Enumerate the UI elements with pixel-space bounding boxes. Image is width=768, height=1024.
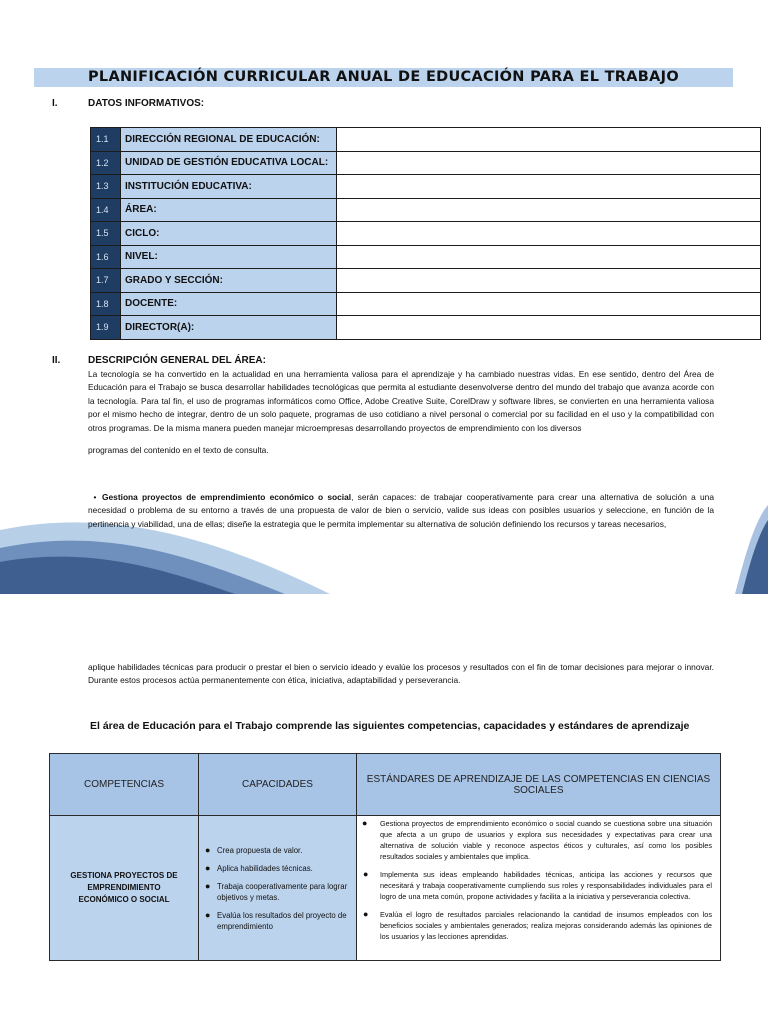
table-row (91, 245, 761, 269)
capacidad-text: Crea propuesta de valor. (217, 845, 303, 855)
row-label: DOCENTE: (121, 292, 337, 316)
row-label: NIVEL: (121, 245, 337, 269)
section-2-number: II. (52, 355, 61, 366)
list-item (363, 869, 712, 902)
estandar-text: Implementa sus ideas empleando habilidades técnicas, anticipa las acciones y recursos que necesitará y trabaja cooperativamente cumpliendo sus roles y responsabilidades individuales para el logro de una meta común, propone actividades y facilita a la iniciativa y perseverancia colectiva. (380, 870, 712, 901)
row-number: 1.5 (91, 222, 121, 246)
table-row (91, 292, 761, 316)
list-item (205, 863, 350, 874)
row-label: DIRECCIÓN REGIONAL DE EDUCACIÓN: (121, 128, 337, 152)
row-label: GRADO Y SECCIÓN: (121, 269, 337, 293)
row-number: 1.2 (91, 151, 121, 175)
column-header-competencias: COMPETENCIAS (50, 754, 199, 816)
row-label: ÁREA: (121, 198, 337, 222)
table-row (91, 128, 761, 152)
list-item (363, 909, 712, 942)
row-number: 1.7 (91, 269, 121, 293)
table-row (91, 222, 761, 246)
datos-informativos-table (90, 127, 761, 340)
list-item (205, 910, 350, 932)
bullet-icon: ● (205, 909, 211, 920)
row-number: 1.9 (91, 316, 121, 340)
row-value (337, 222, 761, 246)
competencia-bullet-paragraph (88, 491, 714, 531)
row-number: 1.3 (91, 175, 121, 199)
bullet-marker: • (93, 492, 97, 502)
competencias-heading: El área de Educación para el Trabajo comprende las siguientes competencias, capacidades y estándares de aprendizaje (90, 720, 690, 732)
competencia-description-continued: aplique habilidades técnicas para producir o prestar el bien o servicio ideado y evalúe los procesos y resultados con el fin de tomar decisiones para mejorar o innovar. Durante estos procesos actúa permanentemente con ética, iniciativa, adaptabilidad y perseverancia. (88, 662, 714, 686)
list-item (363, 818, 712, 862)
row-label: CICLO: (121, 222, 337, 246)
document-title: PLANIFICACIÓN CURRICULAR ANUAL DE EDUCACIÓN PARA EL TRABAJO (34, 68, 733, 87)
bullet-icon: ● (205, 862, 211, 873)
estandar-text: Gestiona proyectos de emprendimiento económico o social cuando se cuestiona sobre una situación que afecta a un grupo de usuarios y explora sus necesidades y expectativas para crear una alternativa de solución viable y reconoce aspectos éticos y culturales, así como los posibles resultados sociales y ambientales que implica. (380, 819, 712, 861)
column-header-estandares: ESTÁNDARES DE APRENDIZAJE DE LAS COMPETENCIAS EN CIENCIAS SOCIALES (357, 754, 721, 816)
competencias-table (49, 753, 721, 961)
competencia-name: Gestiona proyectos de emprendimiento económico o social (102, 492, 352, 502)
section-1-heading: DATOS INFORMATIVOS: (88, 98, 205, 109)
section-1-number: I. (52, 98, 58, 109)
table-row (91, 269, 761, 293)
bullet-icon: ● (205, 880, 211, 891)
capacidad-text: Evalúa los resultados del proyecto de emprendimiento (217, 910, 347, 931)
bullet-icon: ● (362, 818, 368, 828)
row-number: 1.6 (91, 245, 121, 269)
section-2-heading: DESCRIPCIÓN GENERAL DEL ÁREA: (88, 355, 266, 366)
estandares-cell (357, 816, 721, 961)
row-label: DIRECTOR(A): (121, 316, 337, 340)
list-item (205, 881, 350, 903)
row-label: UNIDAD DE GESTIÓN EDUCATIVA LOCAL: (121, 151, 337, 175)
capacidades-cell (199, 816, 357, 961)
row-number: 1.8 (91, 292, 121, 316)
bullet-icon: ● (363, 869, 369, 879)
estandar-text: Evalúa el logro de resultados parciales relacionando la cantidad de insumos empleados con los beneficios sociales y ambientales generados; realiza mejoras considerando además las opiniones de los usuarios y las lecciones aprendidas. (380, 910, 712, 941)
table-header-row (50, 754, 721, 816)
capacidad-text: Trabaja cooperativamente para lograr objetivos y metas. (217, 881, 348, 902)
capacidad-text: Aplica habilidades técnicas. (217, 863, 313, 873)
row-value (337, 292, 761, 316)
column-header-capacidades: CAPACIDADES (199, 754, 357, 816)
area-description: La tecnología se ha convertido en la actualidad en una herramienta valiosa para el aprendizaje y ha cambiado nuestras vidas. En ese sentido, dentro del Área de Educación para el Trabajo se busca desarrollar habilidades tecnológicas que permita al estudiante desenvolverse dentro del mundo del trabajo que avanza acorde con la tecnología. Para tal fin, el uso de programas informáticos como Office, Adobe Creative Suite, CorelDraw y software libres, se convierten en una herramienta valiosa por el mismo hecho de integrar, dentro de un solo paquete, programas de uso cotidiano a nivel personal o comercial por su facilidad en el uso y la compatibilidad con otros programas. De la misma manera pueden manejar microempresas desarrollando proyectos de emprendimiento con los diversos (88, 369, 714, 433)
row-value (337, 245, 761, 269)
row-label: INSTITUCIÓN EDUCATIVA: (121, 175, 337, 199)
table-row (50, 816, 721, 961)
table-row (91, 151, 761, 175)
list-item (205, 845, 350, 856)
row-value (337, 128, 761, 152)
row-value (337, 175, 761, 199)
page-2 (0, 594, 768, 1024)
area-description-tail: programas del contenido en el texto de consulta. (88, 445, 269, 455)
row-number: 1.1 (91, 128, 121, 152)
row-value (337, 151, 761, 175)
row-value (337, 198, 761, 222)
table-row (91, 175, 761, 199)
table-row (91, 198, 761, 222)
table-row (91, 316, 761, 340)
competencia-cell: GESTIONA PROYECTOS DE EMPRENDIMIENTO ECONÓMICO O SOCIAL (50, 816, 199, 961)
competencia-description: , serán capaces: de trabajar cooperativamente para crear una alternativa de solución a una necesidad o problema de su entorno a través de una propuesta de valor de bien o servicio, valide sus ideas con posibles usuarios y seleccione, en función de la pertinencia y viabilidad, una de ellas; diseñe la estrategia que le permita implementar su alternativa de solución definiendo los recursos y tareas necesarios, (88, 492, 714, 529)
bullet-icon: ● (363, 909, 369, 919)
row-number: 1.4 (91, 198, 121, 222)
row-value (337, 269, 761, 293)
row-value (337, 316, 761, 340)
bullet-icon: ● (205, 844, 211, 855)
